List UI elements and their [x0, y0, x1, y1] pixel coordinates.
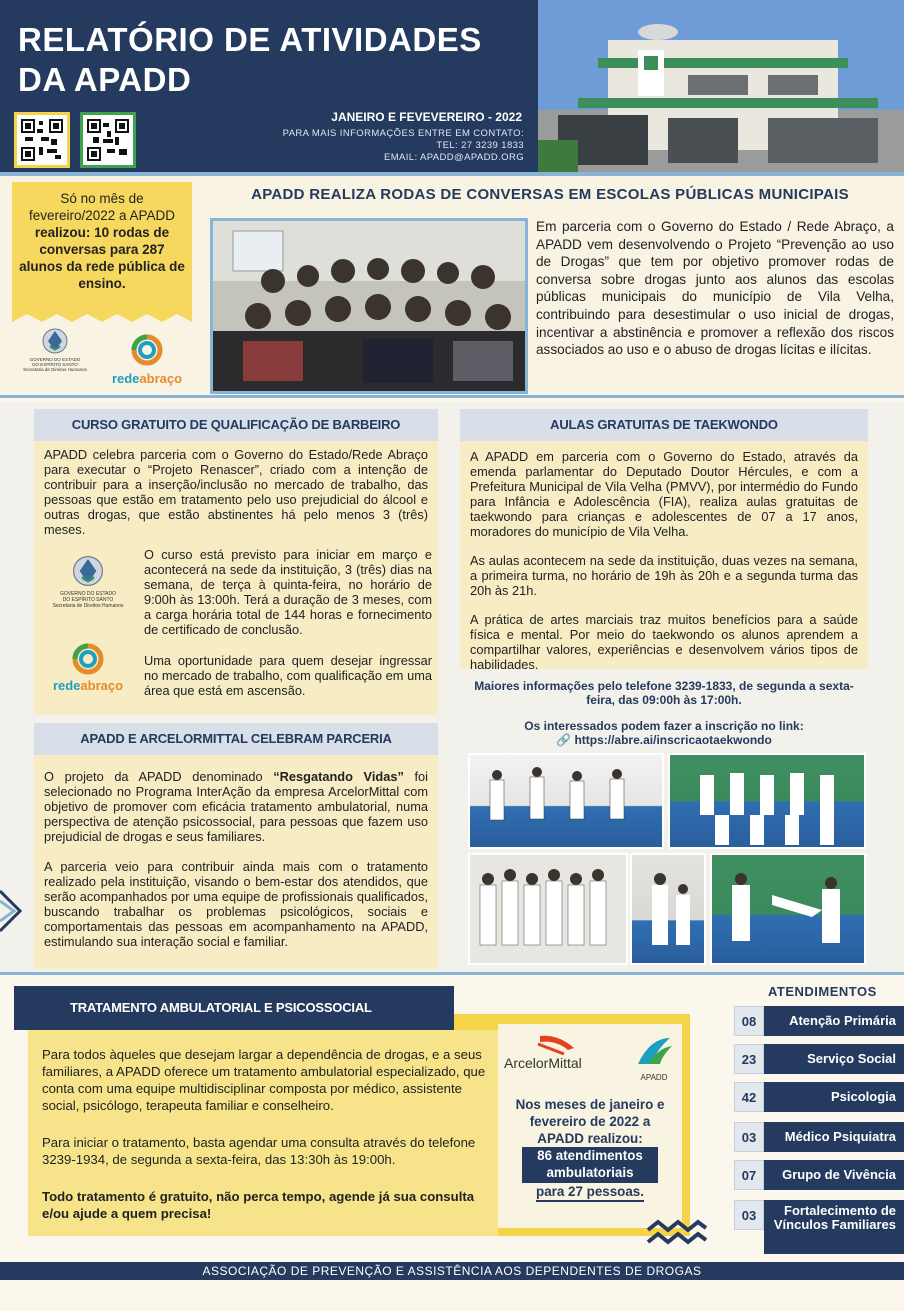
rede-text-a: rede: [52, 678, 81, 693]
arcelor-title: APADD E ARCELORMITTAL CELEBRAM PARCERIA: [34, 723, 438, 755]
contact-info: [283, 128, 524, 164]
projects-section: [0, 401, 904, 975]
atendimento-count: 07: [734, 1160, 764, 1190]
government-logo: [20, 326, 90, 386]
gov-logo-line: Secretaria de Direitos Humanos: [23, 367, 87, 372]
arcelor-body: [34, 755, 438, 969]
taekwondo-photo: [710, 853, 866, 965]
taekwondo-paragraph: As aulas acontecem na sede da instituição, duas vezes na semana, a primeira turma, no horário de 19h às 20h e a segunda turma das 20h às 21h.: [470, 553, 858, 598]
contact-email[interactable]: EMAIL: APADD@APADD.ORG: [383, 152, 524, 163]
atendimento-count: 08: [734, 1006, 764, 1036]
qr-code-icon[interactable]: [14, 112, 70, 168]
arcelor-wordmark: ArcelorMittal: [504, 1055, 582, 1071]
atendimento-label: Serviço Social: [764, 1044, 904, 1074]
taekwondo-paragraph: A APADD em parceria com o Governo do Estado, através da emenda parlamentar do Deputado Doutor Hércules, e com a Prefeitura Municipal de Vila Velha (PMVV), por intermédio do Fundo para Infância e Adolescência (FIA), realiza aulas gratuitas de taekwondo para crianças e adolescentes de 07 a 17 anos, moradores do município de Vila Velha.: [470, 449, 858, 539]
rede-text-b: abraço: [139, 371, 183, 386]
contact-line: PARA MAIS INFORMAÇÕES ENTRE EM CONTATO:: [282, 128, 524, 139]
apadd-logo: [632, 1034, 676, 1080]
atendimento-count: 23: [734, 1044, 764, 1074]
atendimento-row: [734, 1200, 904, 1254]
barbeiro-paragraph: Uma oportunidade para quem desejar ingressar no mercado de trabalho, com qualificação em uma área que está em ascensão.: [144, 653, 432, 698]
gov-logo-line: Secretaria de Direitos Humanos: [52, 603, 124, 609]
taekwondo-paragraph: A prática de artes marciais traz muitos benefícios para a saúde física e mental. Por meio do taekwondo os alunos aprendem a compartilhar valores, experiências e desenvolvem vários tipos de habilidades.: [470, 612, 858, 672]
link-url[interactable]: https://abre.ai/inscricaotaekwondo: [574, 733, 772, 747]
tratamento-title: TRATAMENTO AMBULATORIAL E PSICOSSOCIAL: [14, 986, 454, 1030]
stat-text: para 27 pessoas.: [536, 1183, 644, 1202]
rede-abraco-wordmark: [104, 371, 190, 386]
link-label: Os interessados podem fazer a inscrição no link:: [524, 719, 804, 733]
barbeiro-title: CURSO GRATUITO DE QUALIFICAÇÃO DE BARBEIRO: [34, 409, 438, 441]
atendimento-label: Médico Psiquiatra: [764, 1122, 904, 1152]
page-title: RELATÓRIO DE ATIVIDADES DA APADD: [18, 21, 482, 98]
atendimento-row: [734, 1006, 904, 1036]
gov-logo-line: GOVERNO DO ESTADO: [29, 357, 81, 362]
atendimento-count: 03: [734, 1122, 764, 1152]
footer: ASSOCIAÇÃO DE PREVENÇÃO E ASSISTÊNCIA AOS DEPENDENTES DE DROGAS: [0, 1262, 904, 1280]
partner-stat-box: [498, 1024, 682, 1228]
atendimento-row: [734, 1082, 904, 1112]
gov-logo-line: DO ESPÍRITO SANTO: [32, 362, 78, 367]
rodas-title: APADD REALIZA RODAS DE CONVERSAS EM ESCOLAS PÚBLICAS MUNICIPAIS: [251, 186, 849, 203]
atendimentos-title: ATENDIMENTOS: [768, 984, 877, 999]
apadd-wordmark: APADD: [640, 1073, 668, 1082]
header-panel: [0, 0, 538, 172]
contact-phone: TEL: 27 3239 1833: [436, 140, 524, 151]
atendimento-label: Psicologia: [764, 1082, 904, 1112]
project-name: “Resgatando Vidas”: [273, 769, 404, 784]
atendimento-row: [734, 1044, 904, 1074]
registration-link[interactable]: [462, 733, 866, 747]
rede-text-a: rede: [111, 371, 140, 386]
note-text: Só no mês de fevereiro/2022 a APADD: [28, 191, 176, 223]
taekwondo-body: [460, 441, 868, 672]
gov-logo-line: GOVERNO DO ESTADO: [59, 591, 117, 597]
atendimento-label: Fortalecimento de Vínculos Familiares: [764, 1200, 904, 1254]
link-icon: 🔗: [556, 733, 575, 747]
atendimentos-stat: [498, 1096, 682, 1202]
rodas-body: Em parceria com o Governo do Estado / Rede Abraço, a APADD vem desenvolvendo o Projeto “Prevenção ao uso de Drogas” que tem por objetivo promover rodas de conversa sobre drogas junto aos alunos das escolas públicas municipais do município de Vila Velha, contribuindo para desestimular o uso inicial de drogas, incentivar a abstinência e promover a reflexão dos riscos associados ao uso e o abuso de drogas lícitas e ilícitas.: [536, 219, 894, 358]
header: [0, 0, 904, 172]
taekwondo-info: Maiores informações pelo telefone 3239-1833, de segunda a sexta-feira, das 09:00h às 17:00h.: [474, 679, 854, 707]
tratamento-paragraph: Para iniciar o tratamento, basta agendar uma consulta através do telefone 3239-1934, de segunda a sexta-feira, das 13:30h às 19:00h.: [42, 1135, 476, 1167]
tratamento-paragraph: Todo tratamento é gratuito, não perca tempo, agende já sua consulta e/ou ajude a quem precisa!: [42, 1189, 475, 1221]
stat-text: Nos meses de janeiro e fevereiro de 2022 a APADD realizou:: [515, 1097, 665, 1146]
rede-text-b: abraço: [80, 678, 124, 693]
tratamento-section: [0, 978, 904, 1280]
note-bold-text: realizou: 10 rodas de conversas para 287 alunos da rede pública de ensino.: [19, 225, 185, 291]
barbeiro-body: [34, 441, 438, 715]
government-logo: [46, 553, 130, 623]
rede-abraco-logo: [46, 643, 130, 703]
tratamento-body: [28, 1030, 498, 1236]
taekwondo-photo: [668, 753, 866, 849]
stat-highlight: 86 atendimentos ambulatoriais: [522, 1147, 658, 1183]
barbeiro-paragraph: O curso está previsto para iniciar em março e acontecerá na sede da instituição, 3 (três) dias na semana, de terça à quinta-feira, no horário de 9:00h às 13:00h. Terá a duração de 3 meses, com a carga horária total de 144 horas e fornecimento de certificado de conclusão.: [144, 547, 432, 637]
atendimento-row: [734, 1122, 904, 1152]
arcelor-text: foi selecionado no Programa InterAção da empresa ArcelorMittal com objetivo de promover com eficácia tratamento ambulatorial, numa perspectiva de atenção psicossocial, para pessoas que fazem uso prejudicial de drogas e seus familiares.: [44, 769, 428, 844]
taekwondo-link-block: [462, 719, 866, 747]
gov-logo-line: DO ESPÍRITO SANTO: [62, 597, 114, 603]
taekwondo-photo: [468, 853, 628, 965]
classroom-photo: [210, 218, 528, 394]
wave-decoration: [644, 1216, 708, 1252]
qr-code-icon[interactable]: [80, 112, 136, 168]
zigzag-decoration: [12, 312, 192, 322]
barbeiro-paragraph: APADD celebra parceria com o Governo do Estado/Rede Abraço para executar o “Projeto Renascer”, criado com a intenção de contribuir para a inserção/inclusão no mercado de trabalho, das pessoas que estão em tratamento pelo uso prejudicial do álcool e outras drogas, que estão abstinentes há pelo menos 3 (três) meses.: [44, 447, 428, 537]
building-photo: [538, 0, 904, 172]
report-period: JANEIRO E FEVEVEREIRO - 2022: [331, 110, 522, 124]
rede-abraco-logo: [104, 334, 190, 390]
rede-abraco-wordmark: [46, 678, 130, 693]
atendimento-row: [734, 1160, 904, 1190]
arcelor-paragraph: A parceria veio para contribuir ainda mais com o tratamento realizado pela instituição, visando o bem-estar dos atendidos, que serão acompanhados por uma equipe de profissionais qualificados, buscando trabalhar os problemas psicológicos, sociais e comportamentais das pessoas em acompanhamento na APADD, estimulando sua interação social e familiar.: [44, 859, 428, 949]
tratamento-paragraph: Para todos àqueles que desejam largar a dependência de drogas, e a seus familiares, a APADD oferece um tratamento ambulatorial especializado, que conta com uma equipe multidisciplinar composta por médico, assistente social, psicólogo, terapeuta familiar e conselheiro.: [42, 1047, 486, 1113]
atendimento-label: Atenção Primária: [764, 1006, 904, 1036]
arcelor-text: O projeto da APADD denominado: [44, 769, 274, 784]
atendimento-count: 03: [734, 1200, 764, 1230]
arcelor-paragraph: [44, 769, 428, 844]
taekwondo-photo: [468, 753, 664, 849]
rodas-section: [0, 172, 904, 398]
arcelormittal-logo: [502, 1034, 606, 1074]
taekwondo-photos: [462, 751, 870, 969]
atendimento-count: 42: [734, 1082, 764, 1112]
taekwondo-photo: [630, 853, 706, 965]
highlight-note: [12, 182, 192, 312]
atendimento-label: Grupo de Vivência: [764, 1160, 904, 1190]
taekwondo-title: AULAS GRATUITAS DE TAEKWONDO: [460, 409, 868, 441]
